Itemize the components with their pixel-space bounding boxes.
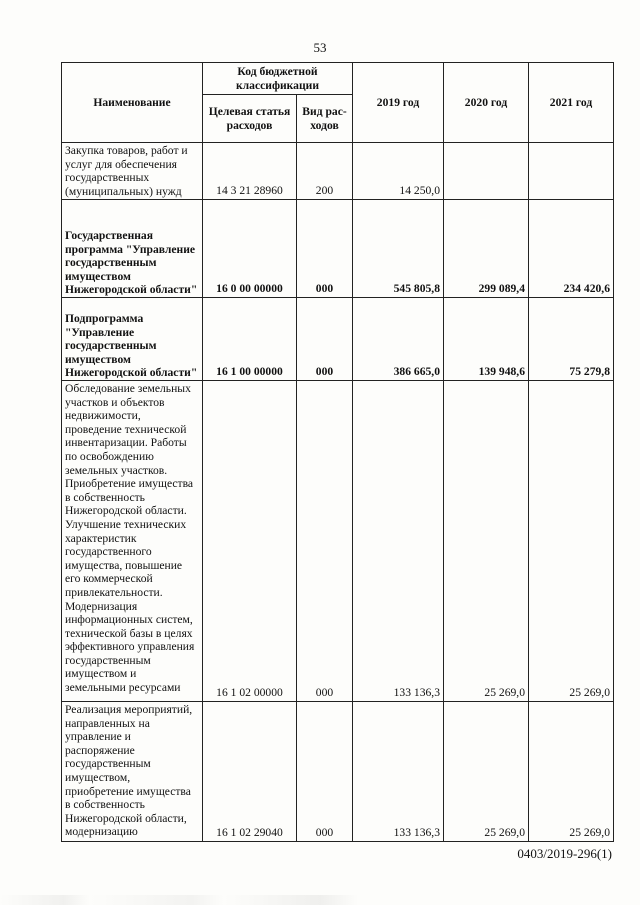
budget-table: [61, 62, 614, 842]
row-expense-type: 000: [297, 200, 353, 298]
row-name: Обследование земельных участков и объектов недвижимости, проведение технической инвентаризации. Работы по освобождению земельных участков. Приобретение имущества в собственность Нижегородской области. Улучшение технических характеристик государственного имущества, повышение его коммерческой привлекательности. Модернизация информационных систем, технической базы в целях эффективного управления государственным имуществом и земельными ресурсами: [62, 381, 203, 702]
row-target-item: 14 3 21 28960: [203, 143, 297, 200]
header-row-top: [62, 63, 614, 95]
row-2021: 25 269,0: [529, 702, 614, 842]
row-2019: 14 250,0: [353, 143, 444, 200]
row-name: Подпрограмма "Управление государственным имуществом Нижегородской области": [62, 298, 203, 381]
row-2021: [529, 143, 614, 200]
row-2021: 75 279,8: [529, 298, 614, 381]
row-name: Реализация мероприятий, направленных на управление и распоряжение государственным имуществом, приобретение имущества в собственность Нижегородской области, модернизацию: [62, 702, 203, 842]
row-2019: 386 665,0: [353, 298, 444, 381]
row-2019: 133 136,3: [353, 381, 444, 702]
row-target-item: 16 1 02 29040: [203, 702, 297, 842]
row-2021: 25 269,0: [529, 381, 614, 702]
row-name: Государственная программа "Управление государственным имуществом Нижегородской области": [62, 200, 203, 298]
page-number: 53: [313, 40, 327, 55]
row-2019: 133 136,3: [353, 702, 444, 842]
row-2019: 545 805,8: [353, 200, 444, 298]
row-name: Закупка товаров, работ и услуг для обеспечения государственных (муниципальных) нужд: [62, 143, 203, 200]
table-row: [62, 702, 614, 842]
document-code: 0403/2019-296(1): [517, 846, 612, 861]
row-expense-type: 000: [297, 702, 353, 842]
row-2020: 25 269,0: [444, 381, 529, 702]
row-target-item: 16 0 00 00000: [203, 200, 297, 298]
header-name: Наименование: [62, 63, 203, 143]
row-2020: 139 948,6: [444, 298, 529, 381]
row-expense-type: 000: [297, 298, 353, 381]
row-2021: 234 420,6: [529, 200, 614, 298]
row-expense-type: 200: [297, 143, 353, 200]
row-target-item: 16 1 02 00000: [203, 381, 297, 702]
row-2020: 299 089,4: [444, 200, 529, 298]
header-budget-code: Код бюджетной классификации: [203, 63, 353, 95]
header-2021: 2021 год: [529, 63, 614, 143]
header-target-item: Целевая статья расходов: [203, 95, 297, 143]
header-2019: 2019 год: [353, 63, 444, 143]
scan-artifact: [0, 895, 640, 905]
header-2020: 2020 год: [444, 63, 529, 143]
header-expense-type: Вид рас-ходов: [297, 95, 353, 143]
row-2020: 25 269,0: [444, 702, 529, 842]
row-2020: [444, 143, 529, 200]
table-row: [62, 200, 614, 298]
table-row: [62, 381, 614, 702]
table-row: [62, 298, 614, 381]
row-expense-type: 000: [297, 381, 353, 702]
row-target-item: 16 1 00 00000: [203, 298, 297, 381]
table-row: [62, 143, 614, 200]
